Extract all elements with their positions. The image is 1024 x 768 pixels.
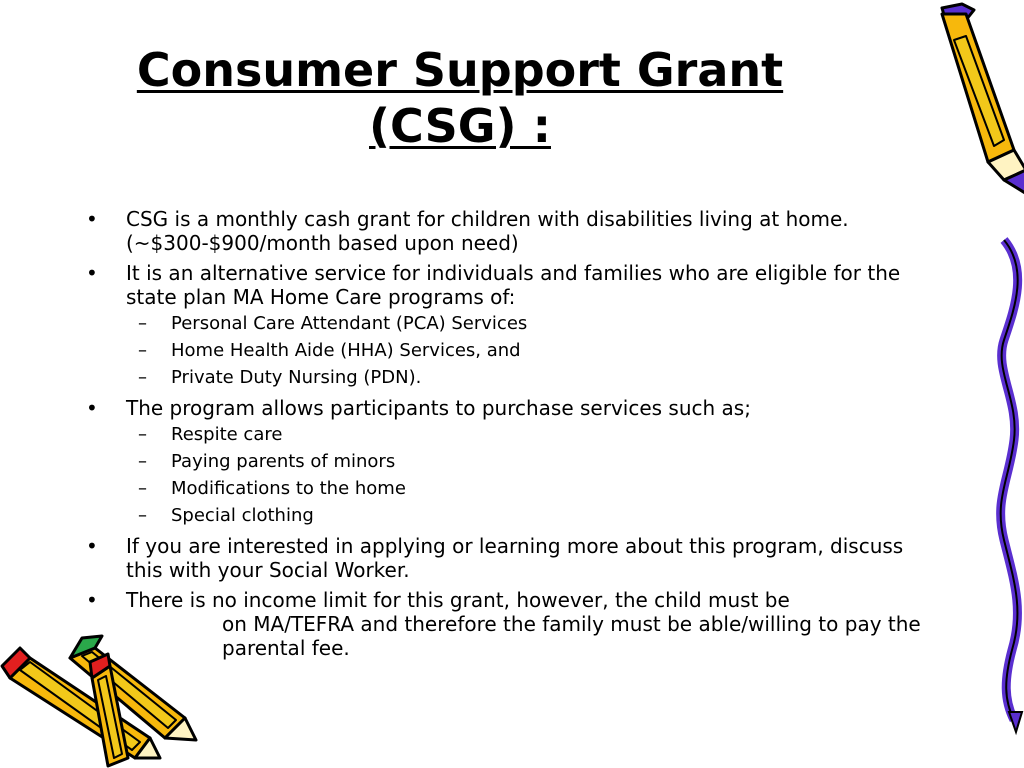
bullet-text: It is an alternative service for individuals and families who are eligible for the state plan MA Home Care programs of: [126,261,901,309]
sub-item: – Personal Care Attendant (PCA) Services [126,312,946,336]
bullet-text: If you are interested in applying or learning more about this program, discuss this with your Social Worker. [126,534,904,582]
sub-list [126,423,946,528]
title-line-1: Consumer Support Grant [136,43,784,97]
slide-title [60,42,860,154]
bullet-text-first-line: There is no income limit for this grant, however, the child must be [126,588,790,612]
crossed-pencils-clipart-icon [0,618,220,768]
title-line-2: (CSG) : [369,99,551,153]
bullet-item [86,396,946,528]
sub-item: – Paying parents of minors [126,450,946,474]
bullet-text: The program allows participants to purchase services such as; [126,396,751,420]
bullet-item [86,207,946,255]
sub-item: – Modifications to the home [126,477,946,501]
bullet-text: CSG is a monthly cash grant for children with disabilities living at home. (~$300-$900/month based upon need) [126,207,849,255]
bullet-list [86,207,946,666]
sub-item: – Special clothing [126,504,946,528]
sub-item: – Home Health Aide (HHA) Services, and [126,339,946,363]
bullet-item [86,534,946,582]
bullet-item [86,261,946,390]
sub-list [126,312,946,390]
bullet-text-continuation: on MA/TEFRA and therefore the family must be able/willing to pay the parental fee. [222,612,921,660]
pencil-clipart-icon [854,0,1024,768]
sub-item: – Private Duty Nursing (PDN). [126,366,946,390]
sub-item: – Respite care [126,423,946,447]
